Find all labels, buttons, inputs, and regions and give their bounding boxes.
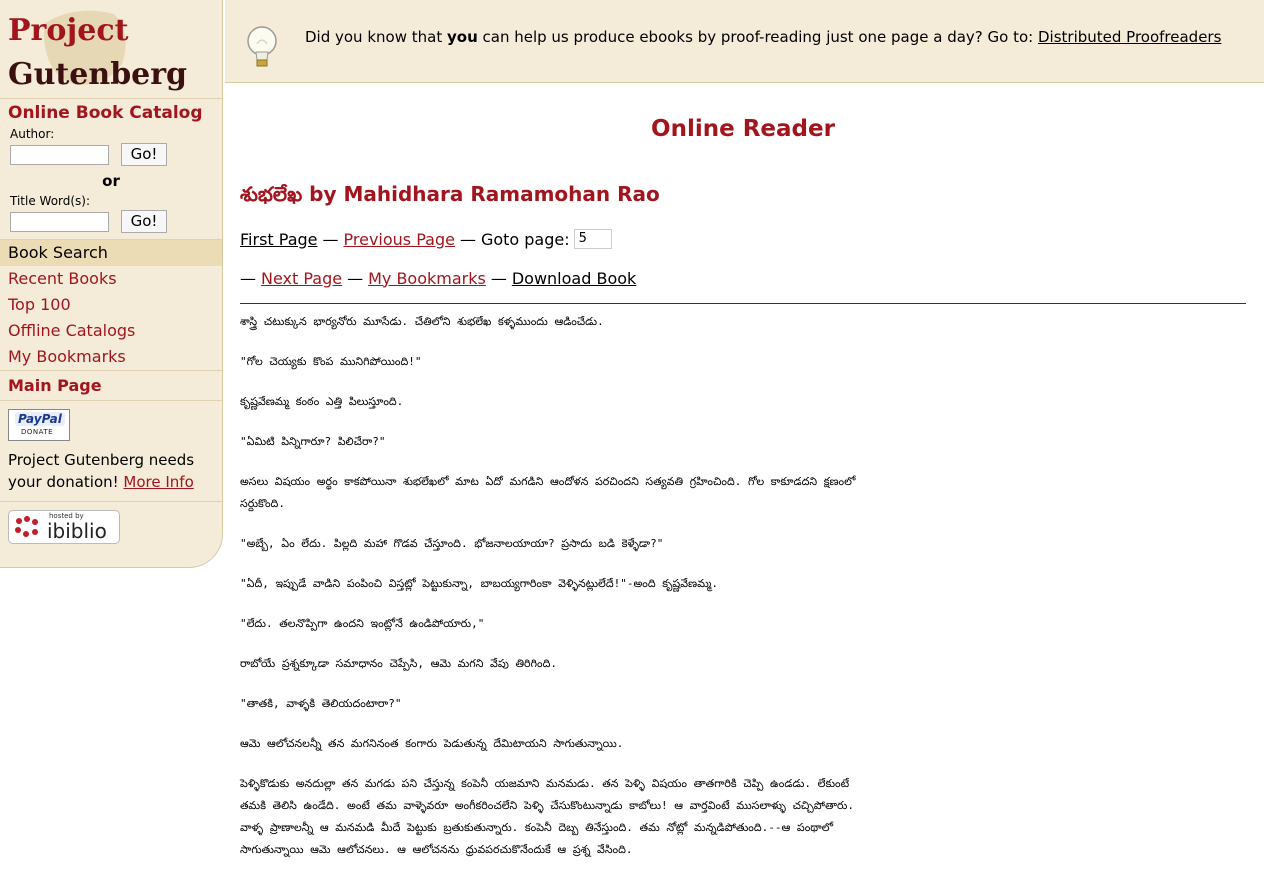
distributed-proofreaders-link[interactable]: Distributed Proofreaders bbox=[1037, 28, 1222, 46]
paragraph: "ఏదీ, ఇప్పుడే వాడిని పంపించి విస్తట్లో పెట్టుకున్నా, బాబయ్యగారింకా వెళ్ళినట్లులేదే!"-అంది కృష్ణవేణమ్మ. bbox=[240, 577, 718, 590]
paragraph: "లేదు. తలనొప్పిగా ఉందని ఇంట్లోనే ఉండిపోయారు," bbox=[240, 617, 485, 630]
goto-page-label: Goto page: bbox=[480, 229, 570, 249]
page-title: Online Reader bbox=[651, 116, 835, 142]
first-page-link[interactable]: First Page bbox=[240, 229, 318, 249]
sidebar-item-book-search[interactable]: Book Search bbox=[0, 240, 222, 266]
previous-page-link[interactable]: Previous Page bbox=[343, 229, 455, 249]
paragraph: ఆమె ఆలోచనలన్నీ తన మగనినంత కంగారు పెడుతున్న దేమిటాయని సాగుతున్నాయి. bbox=[240, 737, 624, 750]
paragraph: కృష్ణవేణమ్మ కంఠం ఎత్తి పిలుస్తూంది. bbox=[240, 395, 404, 408]
book-title: శుభలేఖ by Mahidhara Ramamohan Rao bbox=[240, 182, 660, 206]
paragraph: రాబోయే ప్రశ్నక్కూడా సమాధానం చెప్పేసి, ఆమె మగని వేపు తిరిగింది. bbox=[240, 657, 557, 670]
author-label: Author: bbox=[10, 127, 55, 141]
book-text bbox=[240, 311, 880, 861]
donate-label: DONATE bbox=[21, 428, 54, 436]
logo-icon bbox=[4, 4, 188, 96]
ibiblio-badge[interactable] bbox=[8, 510, 120, 544]
hosted-by-label: hosted by bbox=[49, 512, 84, 520]
donation-message bbox=[0, 447, 222, 501]
more-info-link[interactable]: More Info bbox=[123, 473, 194, 491]
nav-separator: — bbox=[240, 268, 256, 288]
paragraph: "గోల చెయ్యకు కొంప మునిగిపోయింది!" bbox=[240, 355, 422, 368]
ibiblio-logo-icon bbox=[13, 515, 43, 539]
sidebar-item-offline-catalogs[interactable]: Offline Catalogs bbox=[8, 321, 136, 340]
top-banner bbox=[225, 0, 1264, 83]
nav-separator: — bbox=[347, 268, 364, 288]
title-words-input[interactable] bbox=[10, 212, 109, 232]
page-navigation-bottom bbox=[240, 267, 1246, 289]
reader-main bbox=[240, 84, 1246, 886]
goto-page-input[interactable]: 5 bbox=[574, 229, 612, 249]
paragraph: "ఏమిటి పిన్నిగారూ? పిలిచేరా?" bbox=[240, 435, 386, 448]
title-words-label: Title Word(s): bbox=[10, 194, 91, 208]
paragraph: పెళ్ళికొడుకు అనదుల్లా తన మగడు పని చేస్తున్న కంపెనీ యజమాని మనమడు. తన పెళ్ళి విషయం తాతగారికి చెప్పి ఉండడు. లేకుంటే తమకి తెలిసి ఉండేది. అంటే తమ వాళ్ళెవరూ అంగీకరించలేని పెళ్ళి చేసుకొంటున్నాడు కాబోలు! ఆ వార్తవింటే ముసలాళ్ళు చచ్చిపోతారు. వాళ్ళ ప్రాణాలన్నీ ఆ మనమడి మీదే పెట్టుకు బ్రతుకుతున్నారు. కంపెనీ దెబ్బ తినేస్తుంది. తమ నోట్లో మన్నడిపోతుంది.--ఆ పంథాలో సాగుతున్నాయి ఆమె ఆలోచనలు. ఆ ఆలోచనను ధ్రువపరచుకొనేందుకే ఆ ప్రశ్న వేసింది. bbox=[240, 777, 861, 856]
sidebar-item-top-100[interactable]: Top 100 bbox=[8, 295, 71, 314]
author-go-button[interactable]: Go! bbox=[121, 143, 167, 166]
donation-section bbox=[0, 409, 222, 502]
download-book-link[interactable]: Download Book bbox=[511, 268, 637, 288]
banner-text-before: Did you know that bbox=[305, 28, 447, 46]
author-input[interactable] bbox=[10, 145, 109, 165]
paragraph: "తాతకి, వాళ్ళకి తెలియదంటారా?" bbox=[240, 697, 402, 710]
banner-text-emphasis: you bbox=[446, 28, 478, 46]
paypal-donate-button[interactable] bbox=[8, 409, 70, 441]
my-bookmarks-link[interactable]: My Bookmarks bbox=[368, 268, 486, 288]
lightbulb-icon bbox=[245, 24, 279, 72]
logo-line-1: Project bbox=[8, 13, 129, 48]
catalog-heading: Online Book Catalog bbox=[8, 103, 203, 123]
donation-text: Project Gutenberg needs your donation! bbox=[8, 451, 195, 491]
proofreaders-message bbox=[305, 28, 1221, 46]
nav-separator: — bbox=[322, 229, 339, 249]
logo-line-2: Gutenberg bbox=[8, 57, 188, 92]
title-go-button[interactable]: Go! bbox=[121, 210, 167, 233]
paragraph: అసలు విషయం అర్థం కాకపోయినా శుభలేఖలో మాట ఏదో మగడిని ఆందోళన పరచిందని సత్యవతి గ్రహించింది. గోల కాకూడదని క్షణంలో సర్దుకొంది. bbox=[240, 475, 863, 510]
nav-separator: — bbox=[490, 268, 507, 288]
sidebar-item-my-bookmarks[interactable]: My Bookmarks bbox=[8, 347, 126, 366]
sidebar bbox=[0, 0, 223, 568]
or-label: or bbox=[102, 172, 120, 190]
page-navigation-top bbox=[240, 228, 1246, 250]
ibiblio-label: ibiblio bbox=[47, 519, 107, 543]
paragraph: "అబ్బే, ఏం లేదు. పిల్లది మహా గొడవ చేస్తూంది. భోజనాలయాయా? ప్రసాదు బడి కెళ్ళేడా?" bbox=[240, 537, 664, 550]
banner-text-after: can help us produce ebooks by proof-reading just one page a day? Go to: bbox=[477, 28, 1038, 46]
paragraph: శాస్త్రి చటుక్కున భార్యనోరు మూసేడు. చేతిలోని శుభలేఖ కళ్ళముందు ఆడించేడు. bbox=[240, 315, 604, 328]
content-divider bbox=[240, 303, 1246, 304]
catalog-search bbox=[0, 99, 222, 240]
nav-separator: — bbox=[459, 229, 476, 249]
next-page-link[interactable]: Next Page bbox=[261, 268, 343, 288]
sidebar-item-main-page[interactable]: Main Page bbox=[8, 376, 102, 395]
sidebar-item-recent-books[interactable]: Recent Books bbox=[8, 269, 117, 288]
sidebar-nav bbox=[0, 240, 222, 371]
project-gutenberg-logo[interactable] bbox=[0, 0, 222, 99]
paypal-label: PayPal bbox=[15, 412, 65, 426]
